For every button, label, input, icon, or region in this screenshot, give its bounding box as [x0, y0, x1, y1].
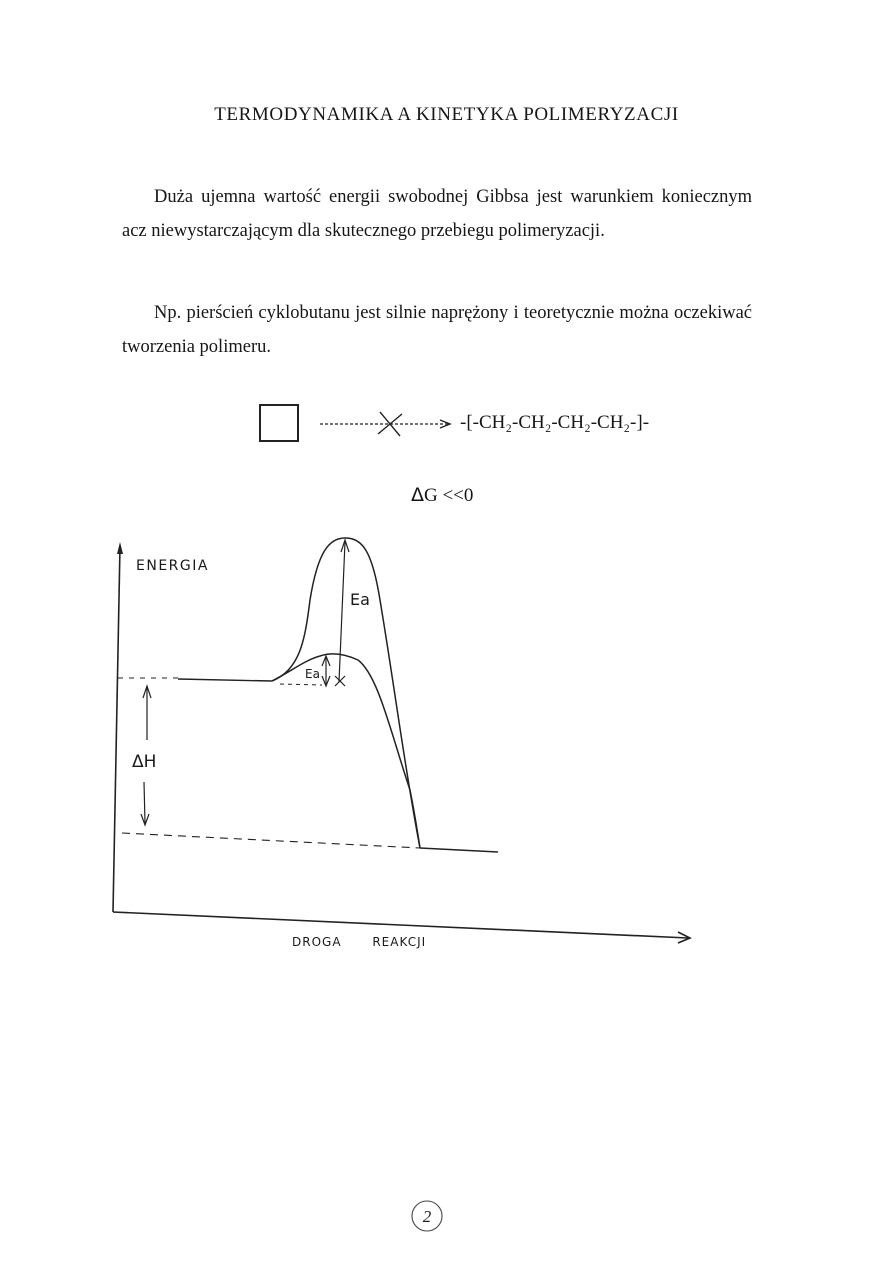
catalyzed-curve — [272, 654, 420, 848]
crossed-reaction-arrow — [318, 410, 458, 440]
x-axis-label: DROGA REAKCJI — [292, 935, 427, 949]
delta-symbol: Δ — [411, 484, 424, 506]
delta-g-text: G <<0 — [424, 485, 474, 506]
uncatalyzed-curve — [272, 538, 420, 848]
paragraph-gibbs-energy — [122, 180, 752, 248]
delta-g-expression — [411, 484, 473, 507]
y-axis-arrowhead — [117, 542, 123, 554]
page-title: TERMODYNAMIKA A KINETYKA POLIMERYZACJI — [214, 104, 679, 125]
delta-h-label: ΔH — [132, 752, 157, 772]
paragraph2-first-word: Np. — [154, 303, 182, 323]
paragraph2-text: pierścień cyklobutanu jest silnie naprężony i teoretycznie można oczekiwać tworzenia polimeru. — [122, 303, 752, 357]
energy-profile-diagram — [100, 530, 710, 970]
y-axis-label: ENERGIA — [136, 558, 209, 574]
polymer-formula: -[-CH₂-CH₂-CH₂-CH₂-]- — [460, 412, 650, 433]
ea-small-label: Ea — [305, 667, 320, 681]
paragraph1-text: ujemna wartość energii swobodnej Gibbsa jest warunkiem koniecznym acz niewystarczającym dla skutecznego przebiegu polimeryzacji. — [122, 187, 753, 241]
page-number: 2 — [422, 1207, 432, 1226]
paragraph-cyclobutane — [122, 296, 752, 364]
y-axis — [113, 546, 120, 912]
ea-large-label: Ea — [350, 590, 370, 609]
cyclobutane-ring-square — [259, 404, 299, 442]
paragraph1-first-word: Duża — [154, 187, 194, 207]
page-number-circle — [410, 1199, 444, 1233]
